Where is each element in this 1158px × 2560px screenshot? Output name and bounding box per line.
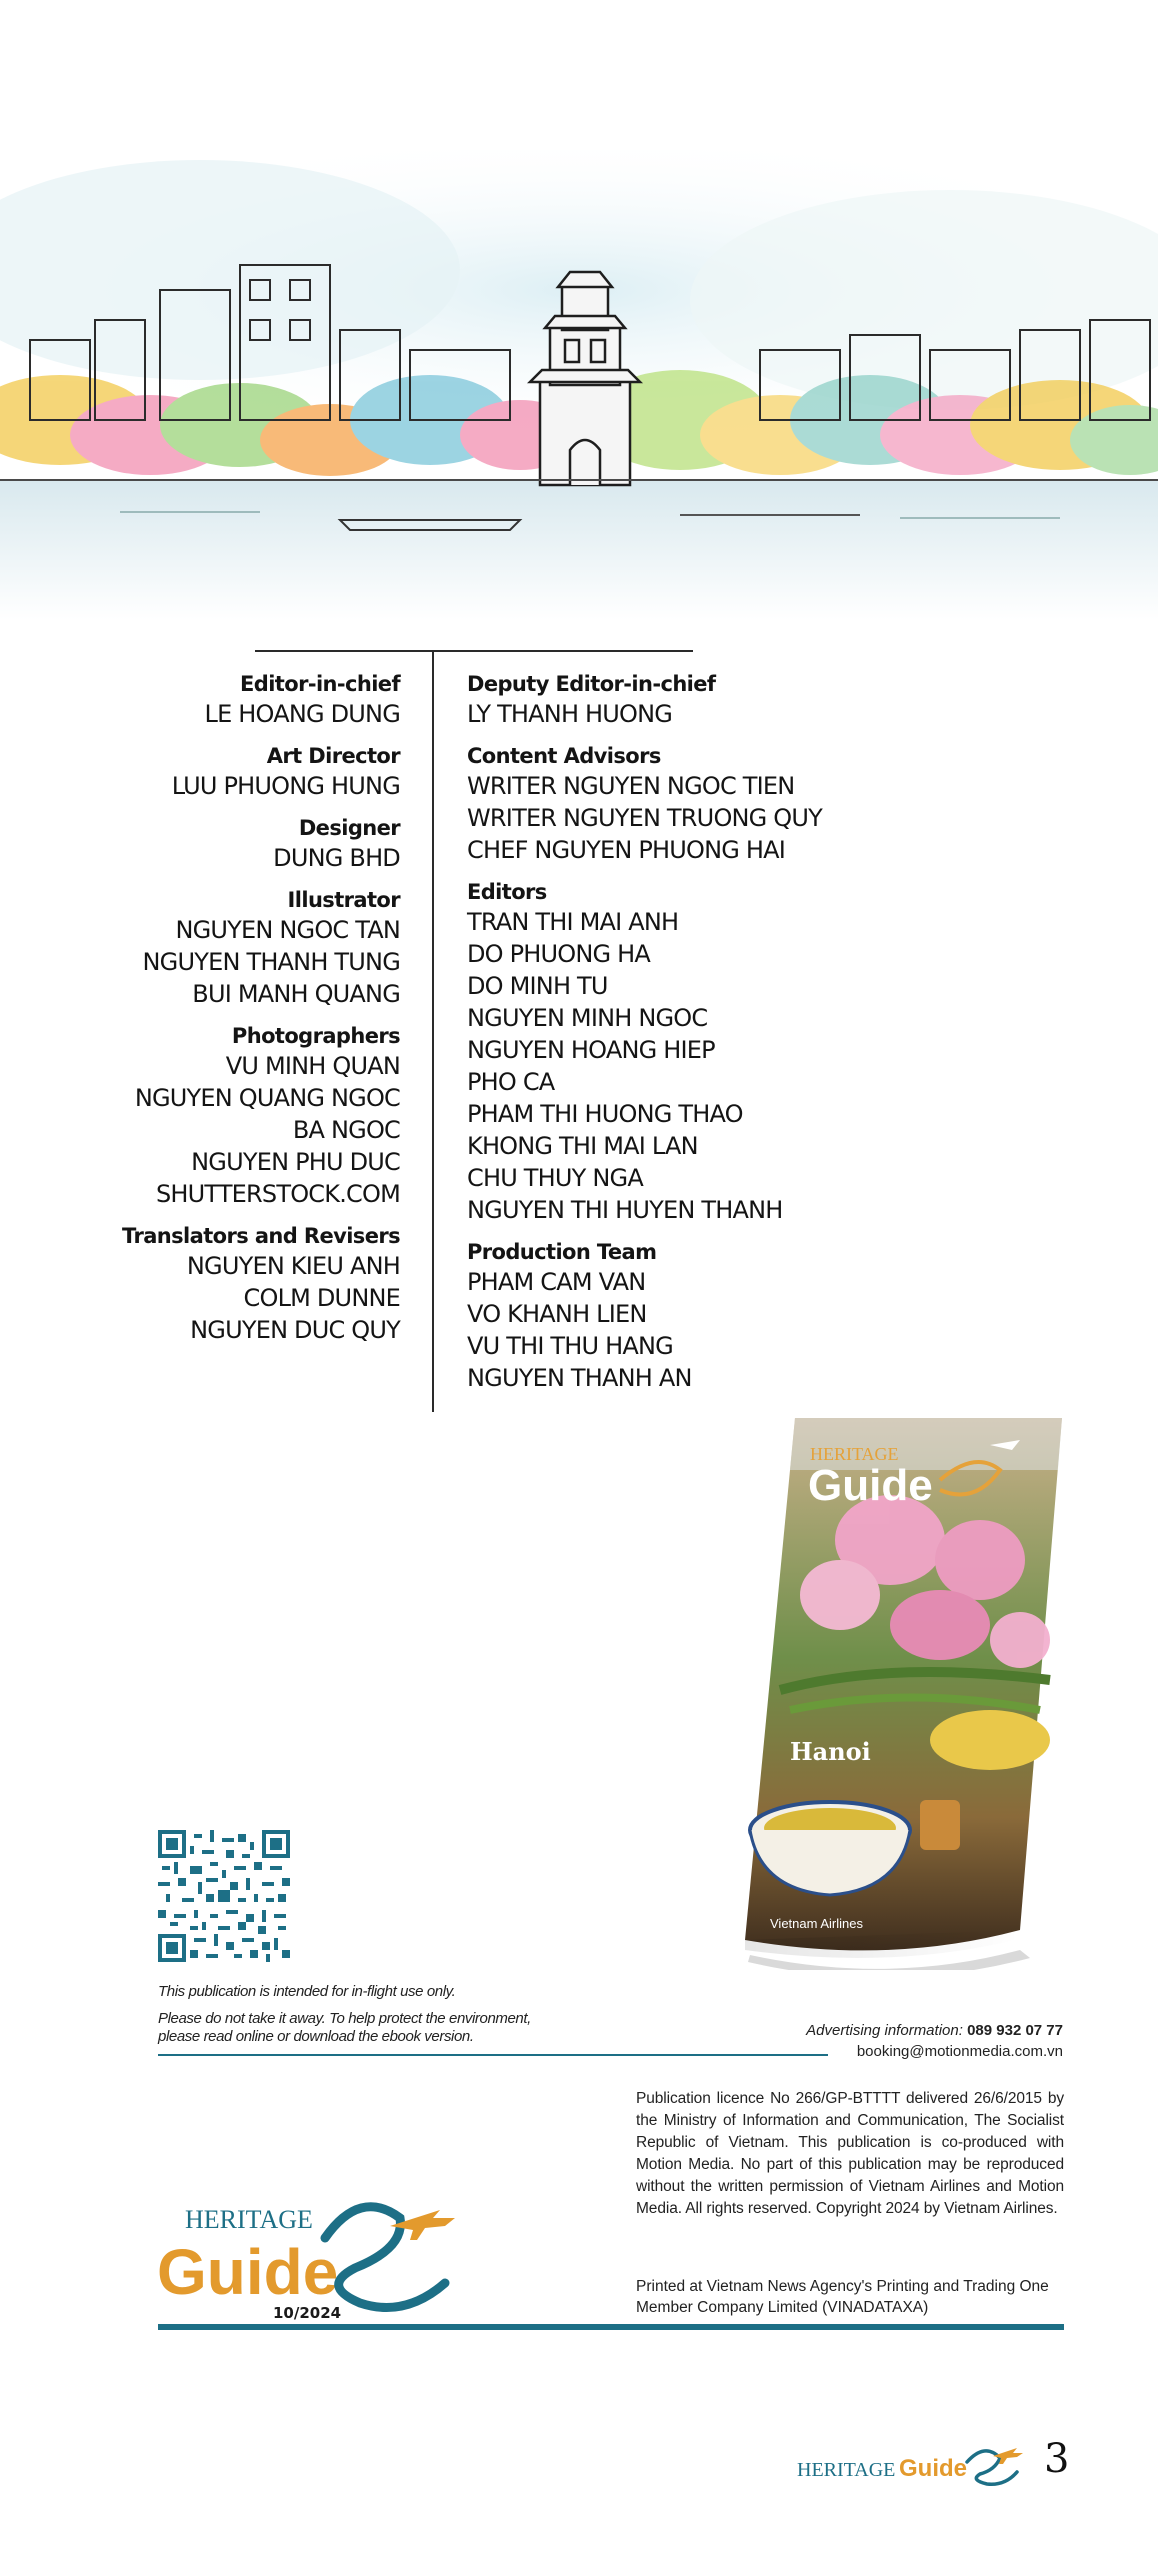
credit-name: NGUYEN DUC QUY: [190, 1316, 400, 1344]
credit-name: BA NGOC: [292, 1116, 400, 1144]
credit-name: COLM DUNNE: [243, 1284, 400, 1312]
advertising-phone[interactable]: 089 932 07 77: [967, 2022, 1063, 2039]
bottom-rule: [158, 2324, 1064, 2330]
credit-name: PHO CA: [467, 1068, 555, 1096]
credit-name: WRITER NGUYEN NGOC TIEN: [467, 772, 795, 800]
credit-name: NGUYEN THANH TUNG: [142, 948, 400, 976]
credit-name: DUNG BHD: [273, 844, 400, 872]
cover-guide-text: Guide: [808, 1461, 933, 1510]
credit-name: DO PHUONG HA: [467, 940, 651, 968]
credit-designer: [70, 814, 400, 874]
role-label: Editors: [467, 880, 547, 904]
credit-editor-in-chief: [70, 670, 400, 730]
cover-city-text: Hanoi: [790, 1737, 871, 1766]
credit-name: NGUYEN PHU DUC: [191, 1148, 400, 1176]
role-label: Production Team: [467, 1240, 657, 1264]
credit-name: NGUYEN THI HUYEN THANH: [467, 1196, 783, 1224]
credit-art-director: [70, 742, 400, 802]
credit-name: PHAM CAM VAN: [467, 1268, 646, 1296]
info-rule: [158, 2054, 828, 2056]
credit-illustrator: [70, 886, 400, 1010]
credit-name: VU MINH QUAN: [225, 1052, 400, 1080]
credit-name: LUU PHUONG HUNG: [171, 772, 400, 800]
credit-name: NGUYEN MINH NGOC: [467, 1004, 708, 1032]
role-label: Art Director: [266, 744, 400, 768]
credit-name: KHONG THI MAI LAN: [467, 1132, 698, 1160]
credit-name: NGUYEN KIEU ANH: [186, 1252, 400, 1280]
page-number: 3: [1044, 2436, 1070, 2482]
inflight-notice: This publication is intended for in-flight use only.: [158, 1983, 456, 2000]
hanoi-skyline-illustration: [0, 150, 1158, 620]
credit-name: SHUTTERSTOCK.COM: [155, 1180, 400, 1208]
credit-editors: [467, 878, 907, 1226]
credit-name: VO KHANH LIEN: [467, 1300, 647, 1328]
role-label: Content Advisors: [467, 744, 661, 768]
credit-name: NGUYEN HOANG HIEP: [467, 1036, 715, 1064]
cover-airline-text: Vietnam Airlines: [770, 1916, 863, 1931]
advertising-email[interactable]: booking@motionmedia.com.vn: [856, 2043, 1063, 2060]
advertising-label: Advertising information:: [806, 2022, 963, 2039]
credit-name: CHU THUY NGA: [467, 1164, 643, 1192]
publication-licence: Publication licence No 266/GP-BTTTT delivered 26/6/2015 by the Ministry of Information and Communication, The Socialist Republic of Vietnam. This publication is co-produced with Motion Media. No part of this publication may be reproduced without the written permission of Vietnam Airlines and Motion Media. All rights reserved. Copyright 2024 by Vietnam Airlines.: [636, 2090, 1064, 2217]
advertising-info: [806, 2020, 1063, 2062]
footer-heritage-text: HERITAGE: [797, 2459, 896, 2481]
issue-date: 10/2024: [273, 2304, 342, 2322]
masthead-top-rule: [255, 650, 693, 652]
footer-guide-text: Guide: [899, 2455, 968, 2482]
environment-notice: [158, 2010, 618, 2046]
credit-name: VU THI THU HANG: [467, 1332, 673, 1360]
masthead-right-column: [467, 670, 907, 1406]
magazine-cover-image: [690, 1410, 1070, 1970]
credit-photographers: [70, 1022, 400, 1210]
role-label: Translators and Revisers: [122, 1224, 400, 1248]
qr-code[interactable]: [158, 1830, 290, 1962]
credit-name: CHEF NGUYEN PHUONG HAI: [467, 836, 786, 864]
credit-name: BUI MANH QUANG: [192, 980, 400, 1008]
advertising-line: [806, 2020, 1063, 2041]
printer-credit: Printed at Vietnam News Agency's Printing and Trading One Member Company Limited (VINADATAXA): [636, 2278, 1049, 2316]
logo-guide-text: Guide: [157, 2236, 339, 2308]
footer-heritage-guide-logo: [795, 2440, 1025, 2490]
credit-name: NGUYEN NGOC TAN: [175, 916, 400, 944]
credit-name: LE HOANG DUNG: [204, 700, 400, 728]
credit-production-team: [467, 1238, 907, 1394]
masthead-left-column: [70, 670, 400, 1358]
role-label: Illustrator: [287, 888, 400, 912]
credit-name: LY THANH HUONG: [467, 700, 673, 728]
credit-content-advisors: [467, 742, 907, 866]
role-label: Editor-in-chief: [240, 672, 400, 696]
cover-heritage-text: HERITAGE: [810, 1444, 899, 1464]
environment-notice-line-1: Please do not take it away. To help protect the environment,: [158, 2010, 531, 2027]
credit-name: WRITER NGUYEN TRUONG QUY: [467, 804, 823, 832]
credit-name: DO MINH TU: [467, 972, 608, 1000]
credit-name: NGUYEN THANH AN: [467, 1364, 692, 1392]
credit-name: PHAM THI HUONG THAO: [467, 1100, 743, 1128]
role-label: Photographers: [231, 1024, 400, 1048]
role-label: Deputy Editor-in-chief: [467, 672, 716, 696]
role-label: Designer: [298, 816, 400, 840]
credit-translators: [70, 1222, 400, 1346]
masthead-column-divider: [432, 652, 434, 1412]
environment-notice-line-2: please read online or download the ebook version.: [158, 2028, 474, 2045]
logo-heritage-text: HERITAGE: [185, 2205, 313, 2234]
credit-name: TRAN THI MAI ANH: [467, 908, 679, 936]
credit-name: NGUYEN QUANG NGOC: [134, 1084, 400, 1112]
credit-deputy-editor: [467, 670, 907, 730]
heritage-guide-logo: [155, 2188, 465, 2328]
